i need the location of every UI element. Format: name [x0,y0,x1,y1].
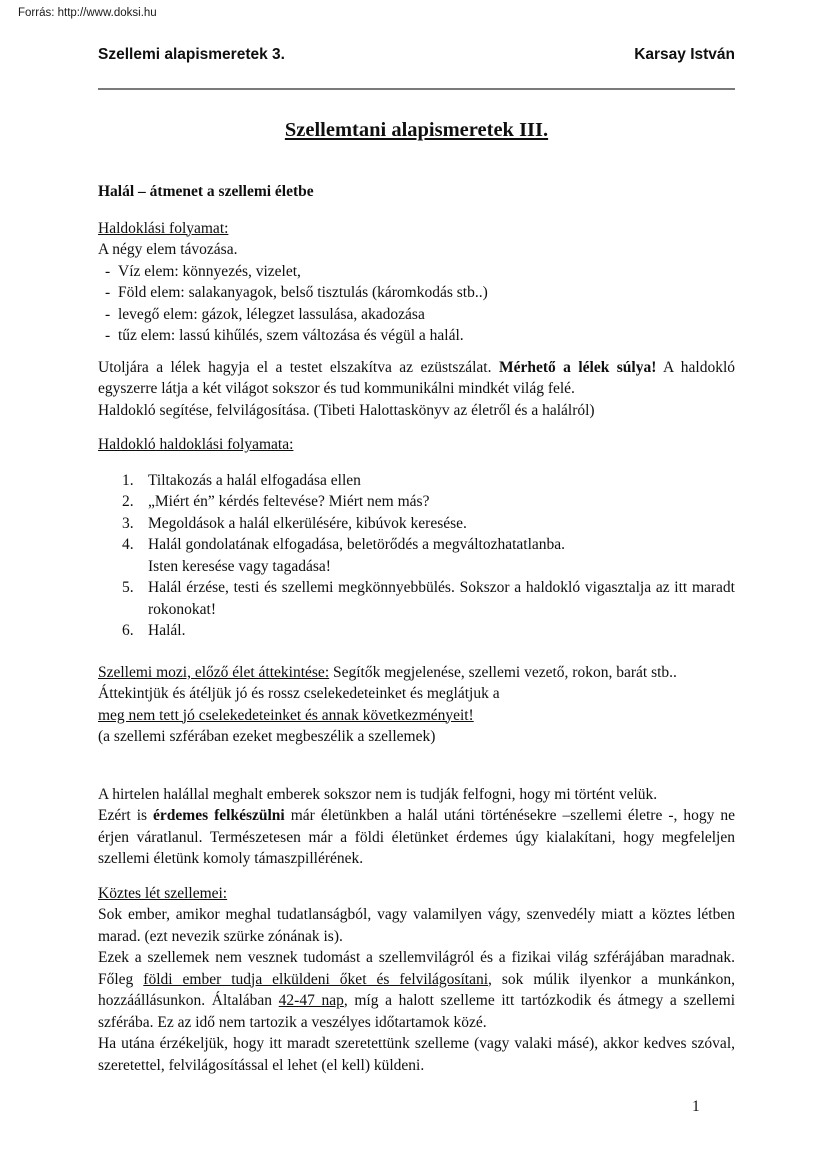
paragraph-text: A haldokló egyszerre látja a két világot sokszor és tud kommunikálni mindkét világ felé. [98,358,735,397]
paragraph-limbo-1: Sok ember, amikor meghal tudatlanságból, vagy valamilyen vágy, szenvedély miatt a köztes létben marad. (ezt nevezik szürke zónának is). [98,906,735,945]
spirit-movie-line2: Áttekintjük és átéljük jó és rossz cselekedeteinket és meglátjuk a [98,685,500,702]
list-item-label: tűz elem: lassú kihűlés, szem változása és végül a halál. [118,327,464,344]
stage-item-2 [98,491,735,513]
dash-marker: - [105,262,111,280]
paragraph-text: már életünkben a halál utáni történésekre –szellemi életre -, hogy ne érjen váratlanul. Természetesen már a földi életünket érdemes úgy kialakítani, hogy megfeleljen szellemi életünk komoly támaszpillérének. [98,807,735,867]
stage-item-5 [98,577,735,620]
section-heading-death-transition: Halál – átmenet a szellemi életbe [98,183,314,200]
dash-list [98,261,735,347]
stage-item-3 [98,513,735,535]
header-document-title: Szellemi alapismeretek 3. [98,46,285,63]
dash-marker: - [105,327,111,344]
stage-text: „Miért én” kérdés feltevése? Miért nem más? [148,493,430,510]
page-title: Szellemtani alapismeretek III. [284,119,549,141]
stage-item-6 [98,620,735,642]
subheading-limbo-spirits: Köztes lét szellemei: [98,884,228,902]
bold-soul-weight: Mérhető a lélek súlya! [498,358,657,376]
list-item-label: levegő elem: gázok, lélegzet lassulása, akadozása [118,305,425,323]
paragraph-sudden-death [98,784,735,870]
list-item-label: Föld elem: salakanyagok, belső tisztulás (káromkodás stb..) [118,284,488,301]
stage-number: 6. [122,622,134,639]
four-elements-intro: A négy elem távozása. [98,241,238,258]
paragraph-text: Ezek a szellemek nem vesznek tudomást a szellemvilágról és a fizikai világ szférájában maradnak. Főleg [98,949,735,988]
underlined-spirit-movie-lead: Szellemi mozi, előző élet áttekintése: [98,663,330,681]
dash-marker: - [105,284,111,301]
spirit-movie-line4: (a szellemi szférában ezeket megbeszélik a szellemek) [98,728,436,745]
header-author: Karsay István [634,46,735,63]
sudden-death-line1: A hirtelen halállal meghalt emberek sokszor nem is tudják felfogni, hogy mi történt velük. [98,785,658,803]
stage-text: Tiltakozás a halál elfogadása ellen [148,471,361,489]
page-number: 1 [692,1098,700,1115]
stage-text-line: Isten keresése vagy tagadása! [148,557,331,575]
stage-text: Halál. [148,622,186,639]
numbered-list [98,470,735,642]
stage-text: Megoldások a halál elkerülésére, kibúvok keresése. [148,514,467,532]
stage-number: 4. [122,536,134,553]
stage-item-1 [98,470,735,492]
dash-marker: - [105,305,111,323]
paragraph-dying-help: Haldokló segítése, felvilágosítása. (Tibeti Halottaskönyv az életről és a halálról) [98,401,595,419]
list-item-earth [98,282,735,304]
paragraph-spirit-movie [98,662,735,748]
list-item-fire [98,325,735,347]
stage-number: 3. [122,514,134,532]
paragraph-text: Segítők megjelenése, szellemi vezető, rokon, barát stb.. [329,663,677,681]
stage-text [148,534,735,577]
paragraph-text: , míg a halott szelleme itt tartózkodik és átmegy a szellemi szférába. Ez az idő nem tartozik a veszélyes időtartamok közé. [98,992,736,1031]
list-item-water [98,261,735,283]
stage-number: 5. [122,579,134,596]
underlined-earthly-helper: földi ember tudja elküldeni őket és felvilágosítani [143,970,489,988]
sudden-death-body [98,805,735,870]
paragraph-limbo-3: Ha utána érzékeljük, hogy itt maradt szeretettünk szelleme (vagy valaki másé), akkor kedves szóval, szeretettel, felvilágosítással el lehet (el kell) küldeni. [98,1035,735,1074]
stage-item-4 [98,534,735,577]
stage-text: Halál érzése, testi és szellemi megkönnyebbülés. Sokszor a haldokló vigasztalja az itt maradt rokonokat! [148,579,735,618]
stage-number: 2. [122,493,134,510]
paragraph-text: Ezért is [98,807,154,824]
stage-number: 1. [122,471,134,489]
header-rule [98,88,735,90]
bold-worth-preparing: érdemes felkészülni [153,807,285,824]
underlined-42-47-days: 42-47 nap [278,992,344,1009]
running-header [98,0,735,64]
subheading-dying-process: Haldoklási folyamat: [98,219,229,237]
paragraph-soul-leaves [98,357,735,400]
source-url: Forrás: http://www.doksi.hu [18,7,157,19]
paragraph-text: , sok múlik ilyenkor a munkánkon, hozzáállásunkon. Általában [98,970,736,1009]
stage-text-line: Halál gondolatának elfogadása, beletörődés a megváltozhatatlanba. [148,536,566,553]
paragraph-limbo-2 [98,947,735,1033]
subheading-dying-stages: Haldokló haldoklási folyamata: [98,436,294,453]
list-item-air [98,304,735,326]
spirit-movie-line3-underlined: meg nem tett jó cselekedeteinket és annak következményeit! [98,706,474,724]
paragraph-text: Utoljára a lélek hagyja el a testet elszakítva az ezüstszálat. [98,358,499,376]
spirit-movie-line1 [98,662,735,684]
list-item-label: Víz elem: könnyezés, vizelet, [118,262,301,280]
